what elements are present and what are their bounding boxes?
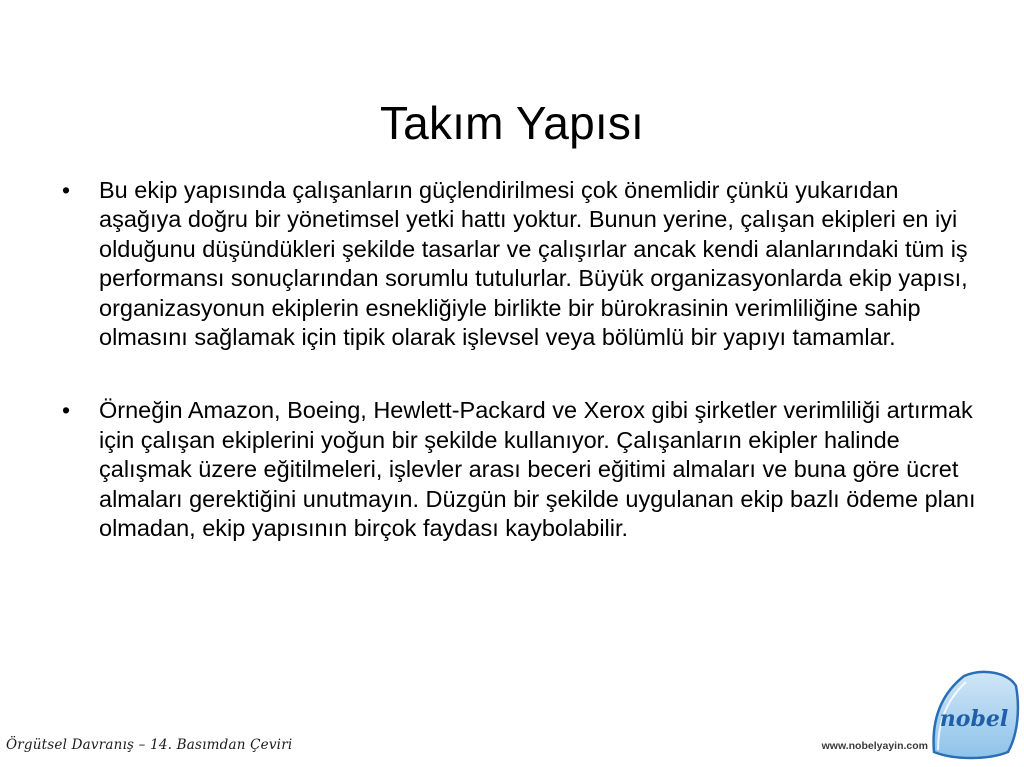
nobel-logo-icon: [924, 668, 1022, 764]
bullet-marker: •: [62, 177, 71, 203]
footer-book-title: Örgütsel Davranış – 14. Basımdan Çeviri: [6, 737, 293, 753]
bullet-item: [62, 176, 977, 352]
bullet-text: Örneğin Amazon, Boeing, Hewlett-Packard ve Xerox gibi şirketler verimliliği artırmak için çalışan ekiplerini yoğun bir şekilde kullanıyor. Çalışanların ekipler halinde çalışmak üzere eğitilmeleri, işlevler arası beceri eğitimi almaları ve buna göre ücret almaları gerektiğini unutmayın. Düzgün bir şekilde uygulanan ekip bazlı ödeme planı olmadan, ekip yapısının birçok faydası kaybolabilir.: [99, 397, 976, 542]
nobel-logo: [924, 668, 1022, 764]
bullet-item: [62, 396, 977, 543]
logo-text: nobel: [939, 706, 1009, 732]
slide-title: Takım Yapısı: [379, 96, 645, 149]
bullet-list: [62, 176, 977, 543]
footer-website: www.nobelyayin.com: [821, 740, 928, 752]
bullet-marker: •: [62, 397, 71, 424]
bullet-text: Bu ekip yapısında çalışanların güçlendirilmesi çok önemlidir çünkü yukarıdan aşağıya doğru bir yönetimsel yetki hattı yoktur. Bunun yerine, çalışan ekipleri en iyi olduğunu düşündükleri şekilde tasarlar ve çalışırlar ancak kendi alanlarındaki tüm iş performansı sonuçlarından sorumlu tutulurlar. Büyük organizasyonlarda ekip yapısı, organizasyonun ekiplerin esnekliğiyle birlikte bir bürokrasinin verimliliğine sahip olmasını sağlamak için tipik olarak işlevsel veya bölümlü bir yapıyı tamamlar.: [99, 177, 968, 351]
